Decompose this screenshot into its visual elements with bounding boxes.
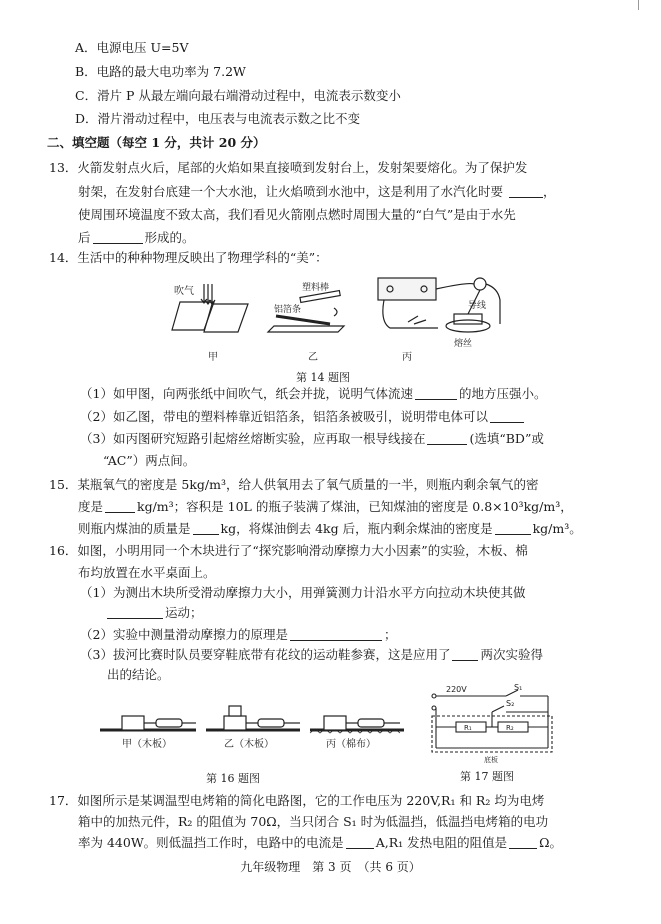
- q17-caption: 第 17 题图: [460, 770, 514, 783]
- q16-caption: 第 16 题图: [206, 772, 260, 785]
- q14-blow-label: 吹气: [174, 286, 194, 297]
- q13-line2: 射架，在发射台底建一个大水池，让火焰喷到水池中，这是利用了水汽化时要 ，: [78, 184, 556, 199]
- option-a: A．电源电压 U=5V: [75, 40, 189, 55]
- q17-s1-label: S₁: [514, 683, 523, 692]
- q17-bottom-label: 底板: [484, 756, 498, 764]
- option-b: B．电路的最大电功率为 7.2W: [75, 64, 246, 79]
- q14-part2: （2）如乙图，带电的塑料棒靠近铝箔条，铝箔条被吸引，说明带电体可以: [80, 408, 524, 426]
- q16-part3: （3）拔河比赛时队员要穿鞋底带有花纹的运动鞋参赛，这是应用了 两次实验得: [80, 647, 543, 662]
- page-corner-mark: [638, 0, 639, 10]
- q14-part1: （1）如甲图，向两张纸中间吹气，纸会并拢，说明气体流速 的地方压强小。: [80, 386, 547, 401]
- q13-line1: 13．火箭发射点火后，尾部的火焰如果直接喷到发射台上，发射架要熔化。为了保护发: [49, 160, 528, 175]
- q16-line2: 布均放置在水平桌面上。: [78, 565, 216, 580]
- page-footer: 九年级物理 第 3 页 （共 6 页）: [240, 860, 421, 874]
- q14-figure: [168, 272, 518, 367]
- option-c: C．滑片 P 从最左端向最右端滑动过程中，电流表示数变小: [75, 88, 401, 103]
- q16-part1-cont: 运动；: [107, 604, 203, 622]
- q13-line4: 后 形成的。: [78, 230, 195, 245]
- q15-line1: 15．某瓶氧气的密度是 5kg/m³，给人供氧用去了氧气质量的一半，则瓶内剩余氧气的密: [49, 477, 539, 492]
- q13-blank-1: [509, 185, 543, 198]
- q14-part3-cont: “AC”）两点间。: [103, 453, 196, 468]
- q14-fuse-label: 熔丝: [454, 339, 473, 349]
- option-d: D．滑片滑动过程中，电压表与电流表示数之比不变: [75, 111, 361, 126]
- q17-line2: 箱中的加热元件，R₂ 的阻值为 70Ω，当只闭合 S₁ 时为低温挡，低温挡电烤箱的电功: [78, 814, 549, 829]
- q17-figure: [428, 682, 558, 770]
- q14-intro: 14．生活中的种种物理反映出了物理学科的“美”：: [49, 250, 328, 265]
- q13-blank-2: [93, 231, 143, 244]
- q16-label-c: 丙（棉布）: [326, 739, 376, 750]
- q16-part1: （1）为测出木块所受滑动摩擦力大小，用弹簧测力计沿水平方向拉动木块使其做: [80, 585, 526, 600]
- q16-part2: （2）实验中测量滑动摩擦力的原理是 ；: [80, 627, 397, 642]
- q16-label-b: 乙（木板）: [224, 739, 274, 750]
- q13-line3: 使周围环境温度不致太高，我们看见火箭刚点燃时周围大量的“白气”是由于水先: [78, 207, 516, 222]
- q15-line3: 则瓶内煤油的质量是 kg，将煤油倒去 4kg 后，瓶内剩余煤油的密度是 kg/m³。: [78, 521, 582, 536]
- q16-part3-cont: 出的结论。: [107, 667, 170, 682]
- q16-line1: 16．如图，小明用同一个木块进行了“探究影响滑动摩擦力大小因素”的实验，木板、棉: [49, 543, 528, 558]
- q16-figure: [100, 700, 410, 752]
- q14-rod-label: 塑料棒: [302, 283, 330, 293]
- q16-label-a: 甲（木板）: [122, 739, 172, 750]
- section-heading: 二、填空题（每空 1 分，共计 20 分）: [47, 135, 266, 150]
- q17-line1: 17．如图所示是某调温型电烤箱的简化电路图，它的工作电压为 220V,R₁ 和 R₂ 均为电烤: [49, 793, 545, 808]
- q14-caption: 第 14 题图: [296, 371, 350, 384]
- q14-part3: （3）如丙图研究短路引起熔丝熔断实验，应再取一根导线接在 (选填“BD”或: [80, 431, 544, 446]
- q14-foil-label: 铝箔条: [274, 305, 302, 315]
- q17-voltage-label: 220V: [446, 685, 467, 694]
- q17-r1-label: R₁: [464, 724, 472, 732]
- q14-label-c: 丙: [402, 352, 412, 363]
- q14-label-b: 乙: [308, 352, 318, 363]
- q17-s2-label: S₂: [506, 699, 515, 708]
- q17-r2-label: R₂: [506, 724, 514, 732]
- q14-wire-label: 导线: [468, 301, 487, 311]
- q15-line2: 度是 kg/m³；容积是 10L 的瓶子装满了煤油，已知煤油的密度是 0.8×10³kg/m³，: [78, 499, 573, 514]
- q17-line3: 率为 440W。则低温挡工作时，电路中的电流是 A,R₁ 发热电阻的阻值是 Ω。: [78, 835, 562, 850]
- q14-label-a: 甲: [208, 352, 218, 363]
